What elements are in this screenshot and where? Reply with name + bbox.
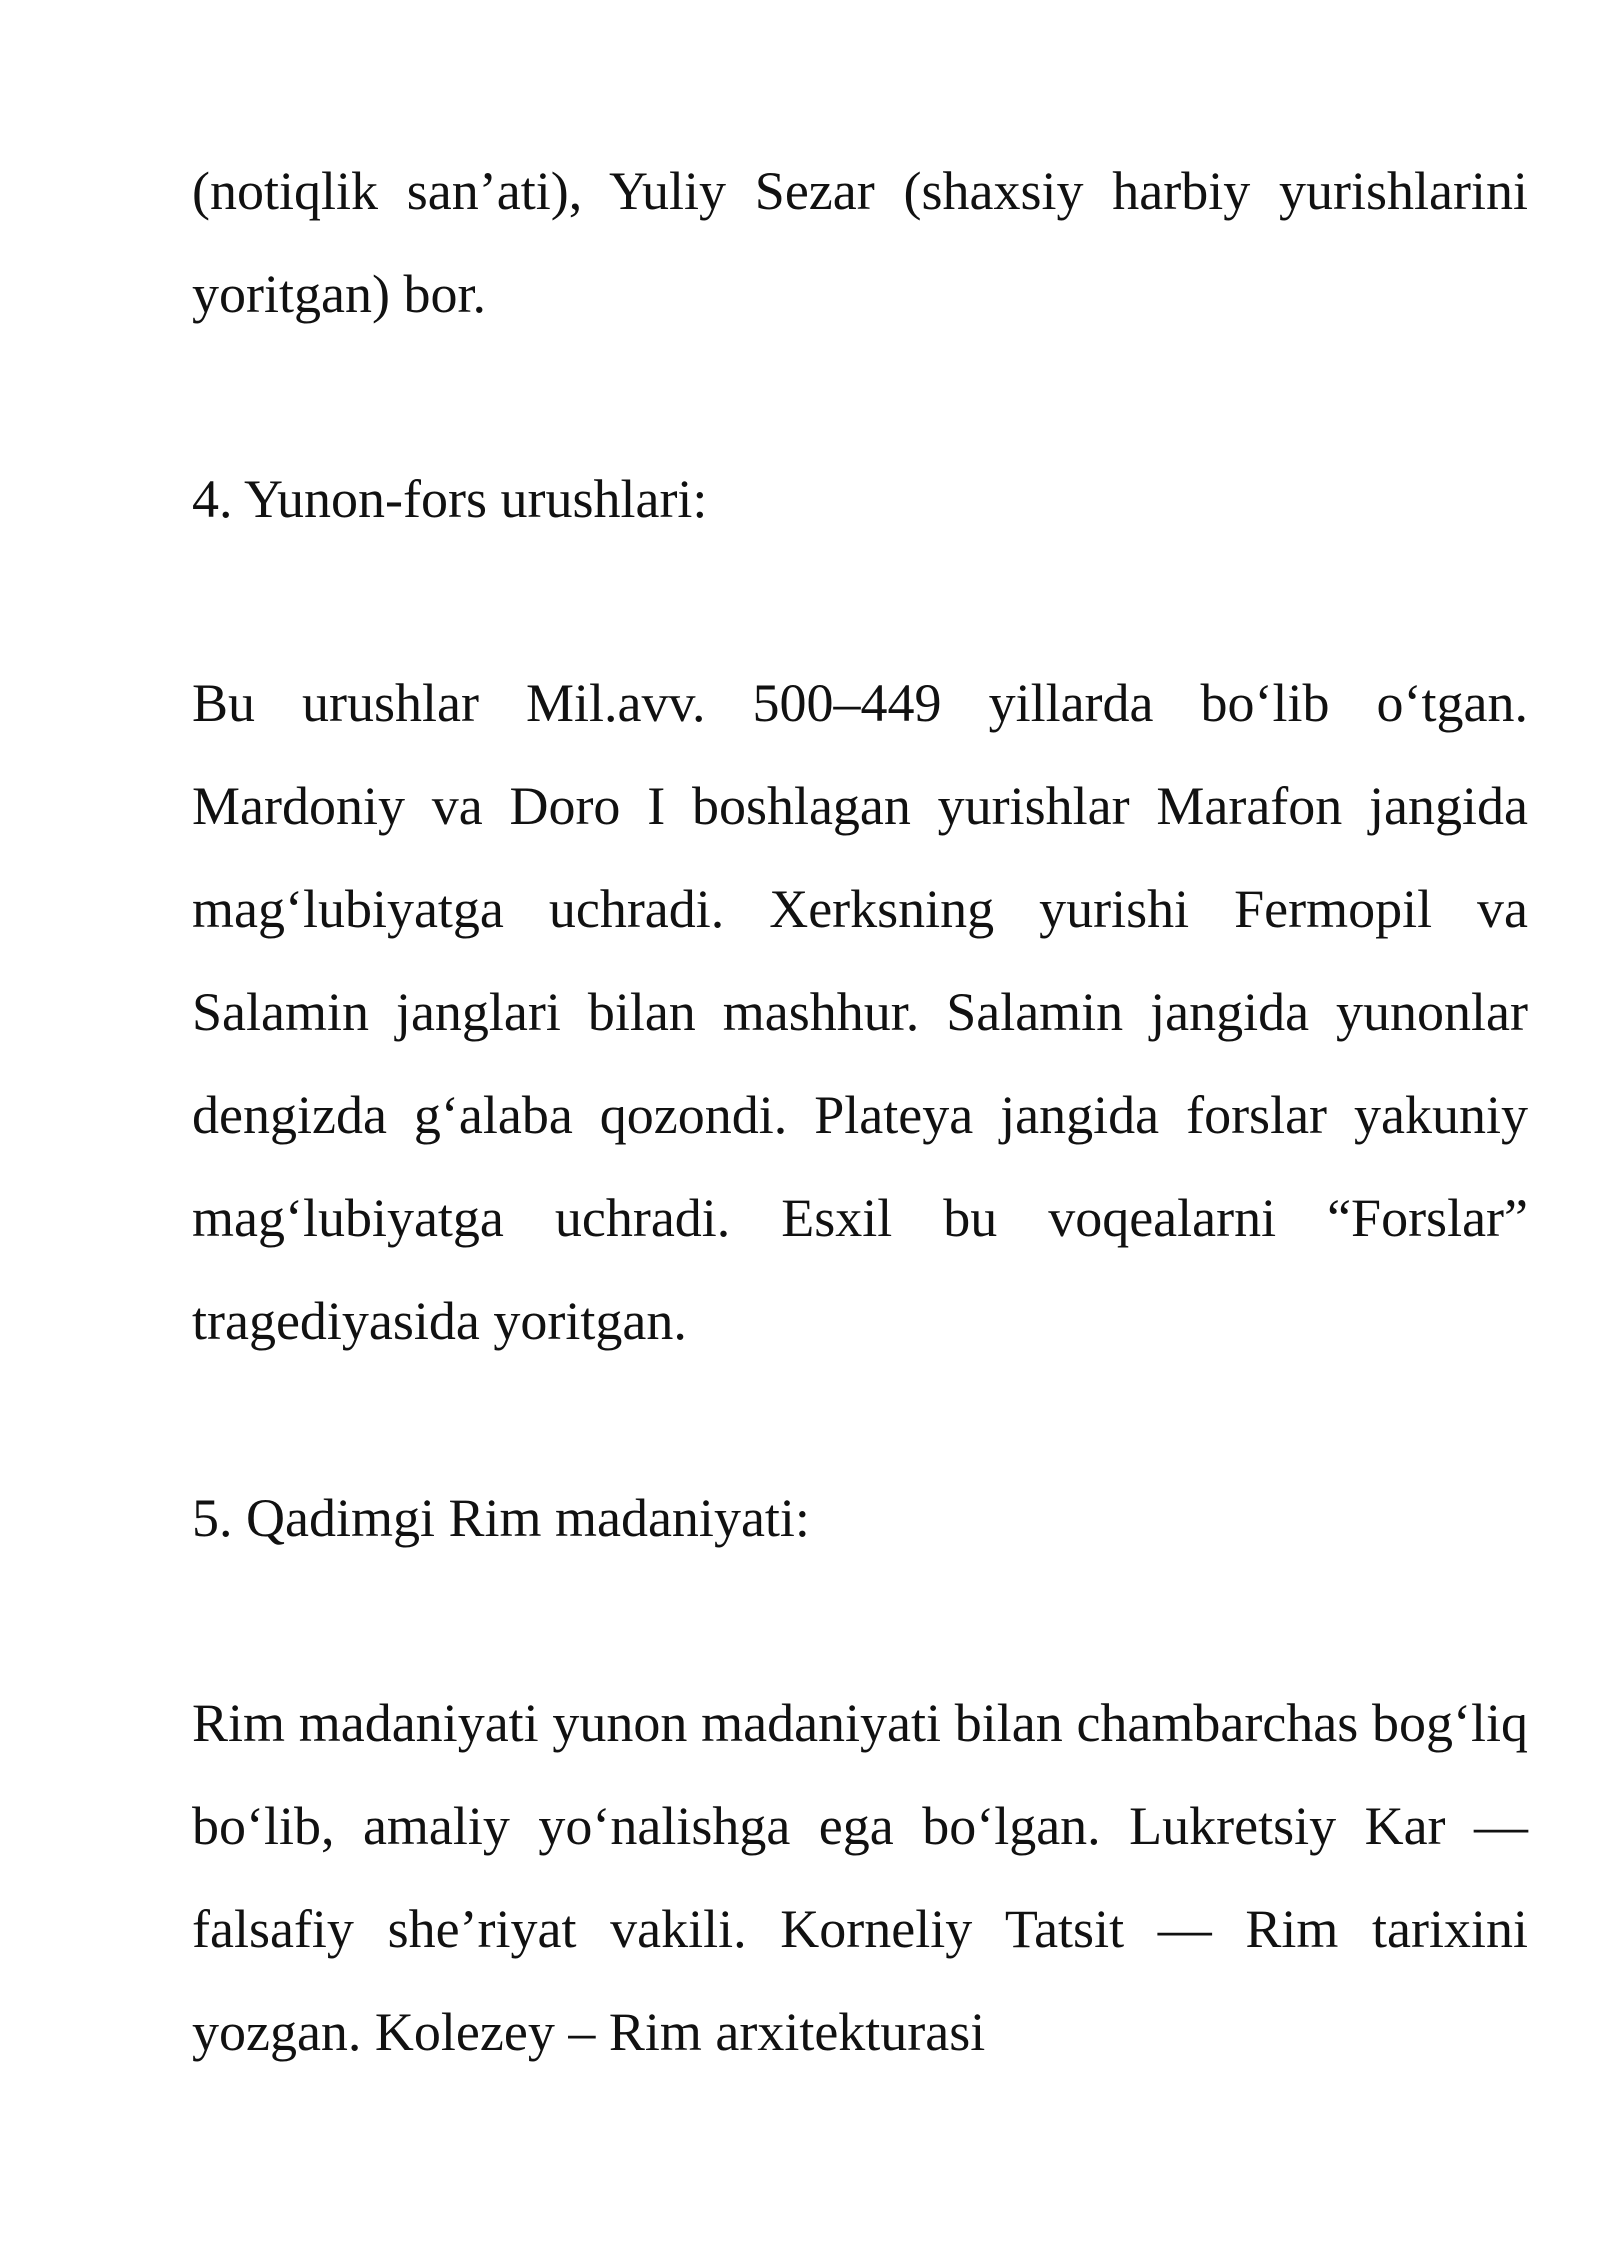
section-4-paragraph: Bu urushlar Mil.avv. 500–449 yillarda bo‘lib o‘tgan. Mardoniy va Doro I boshlagan yurishlar Marafon jangida mag‘lubiyatga uchradi. Xerksning yurishi Fermopil va Salamin janglari bilan mashhur. Salamin jangida yunonlar dengizda g‘alaba qozondi. Plateya jangida forslar yakuniy mag‘lubiyatga uchradi. Esxil bu voqealarni “Forslar” tragediyasida yoritgan. xyxy=(192,673,1528,1351)
intro-paragraph: (notiqlik san’ati), Yuliy Sezar (shaxsiy harbiy yurishlarini yoritgan) bor. xyxy=(192,161,1528,324)
section-4-heading: 4. Yunon-fors urushlari: xyxy=(192,469,708,529)
section-5-paragraph: Rim madaniyati yunon madaniyati bilan chambarchas bog‘liq bo‘lib, amaliy yo‘nalishga ega bo‘lgan. Lukretsiy Kar — falsafiy she’riyat vakili. Korneliy Tatsit — Rim tarixini yozgan. Kolezey – Rim arxitekturasi xyxy=(192,1693,1528,2062)
section-5-heading: 5. Qadimgi Rim madaniyati: xyxy=(192,1488,810,1548)
